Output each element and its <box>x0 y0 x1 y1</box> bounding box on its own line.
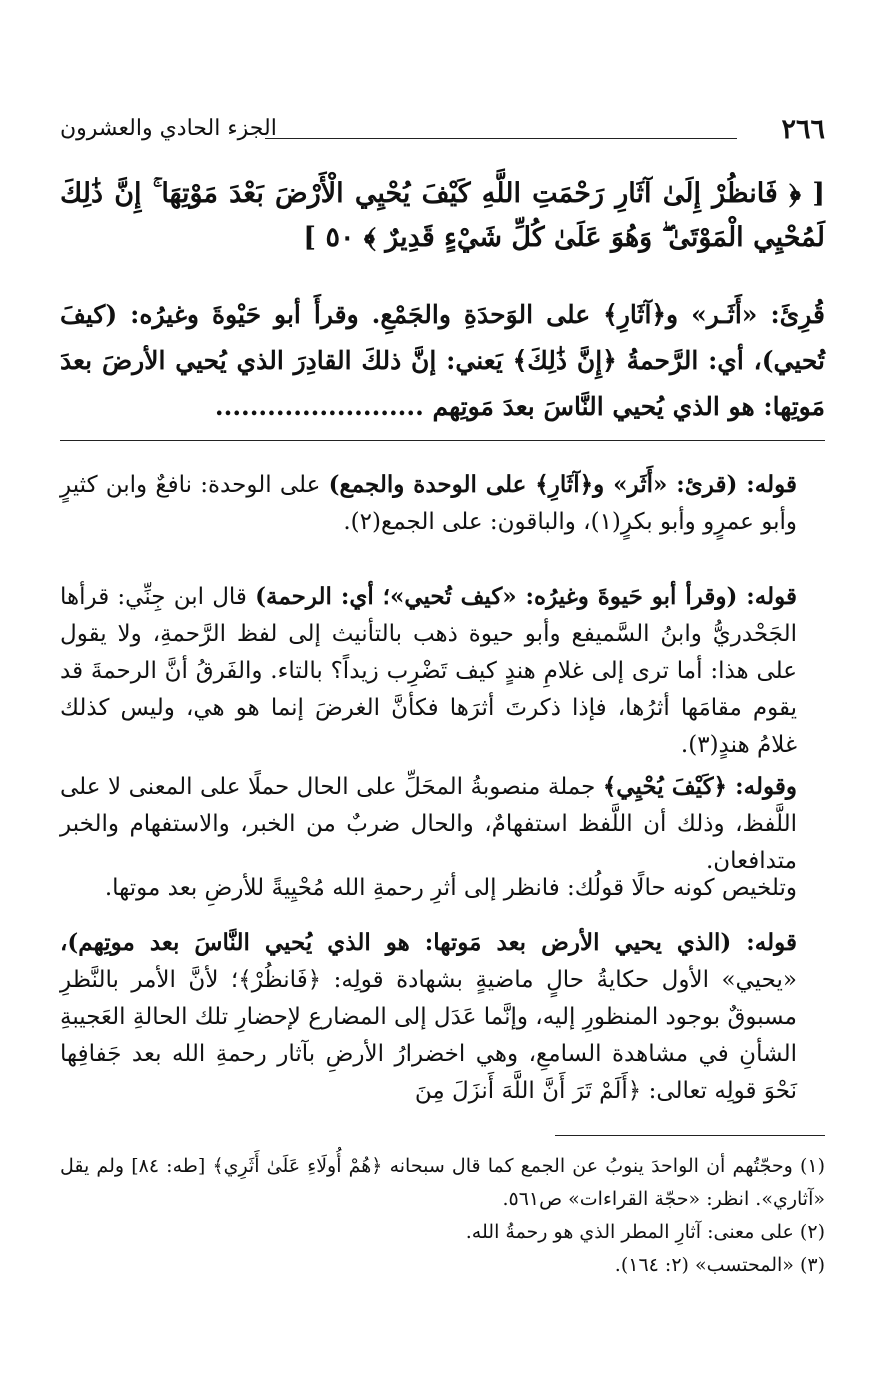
gloss-lead-3: وقوله: ﴿كَيْفَ يُحْيِي﴾ <box>602 773 797 800</box>
commentary-text: قُرِئَ: «أَثَـر» و﴿آثَارِ﴾ على الوَحدَةِ والجَمْعِ. وقرأَ أبو حَيْوةَ وغيرُه: (كيفَ تُحيي)، أي: الرَّحمةُ ﴿إِنَّ ذَٰلِكَ﴾ يَعني: إنَّ ذلكَ القادِرَ الذي يُحيي الأرضَ بعدَ مَوتِها: هو الذي يُحيي النَّاسَ بعدَ مَوتِهم ........................ <box>60 300 825 421</box>
main-divider <box>60 440 825 441</box>
running-title: الجزء الحادي والعشرون <box>60 116 277 141</box>
book-page <box>60 0 825 1400</box>
footnote-2: (٢) على معنى: آثارِ المطر الذي هو رحمةُ الله. <box>465 1221 825 1243</box>
gloss-lead-2: قوله: (وقرأ أبو حَيوةَ وغيرُه: «كيف تُحيي»؛ أي: الرحمة) <box>255 583 797 610</box>
page-header <box>60 112 825 152</box>
gloss-paragraph-4 <box>60 870 825 907</box>
gloss-paragraph-3 <box>60 768 825 880</box>
gloss-lead-1: قوله: (قرئ: «أَثَر» و﴿آثَارِ﴾ على الوحدة والجمع) <box>328 471 797 498</box>
gloss-text-2: قال ابن جِنِّي: قرأها الجَحْدريُّ وابنُ السَّميفع وأبو حيوة ذهب بالتأنيث إلى لفظ الرَّحمةِ، ولا يقول على هذا: أما ترى إلى غلامِ هندٍ كيف تَضْرِب زيداً؟ بالتاء. والفَرقُ أنَّ الرحمةَ قد يقوم مقامَها أثرُها، فإذا ذكرتَ أثرَها فكأنَّ الغرضَ إنما هو هي، وليس كذلك غلامُ هندٍ(٣). <box>60 584 797 758</box>
gloss-text-1: على الوحدة: نافعٌ وابن كثيرٍ وأبو عمرٍو وأبو بكرٍ(١)، والباقون: على الجمع(٢). <box>60 472 797 535</box>
footnote-3: (٣) «المحتسب» (٢: ١٦٤). <box>614 1254 825 1276</box>
footnote-1: (١) وحجّتُهم أن الواحدَ ينوبُ عن الجمع كما قال سبحانه ﴿هُمْ أُولَاءِ عَلَىٰ أَثَرِي﴾ [طه: ٨٤] ولم يقل «آثاري». انظر: «حجّة القراءات» ص٥٦١. <box>60 1155 826 1210</box>
gloss-paragraph-5 <box>60 924 825 1110</box>
gloss-paragraph-2 <box>60 578 825 764</box>
footnotes <box>60 1150 825 1282</box>
page-number: ٢٦٦ <box>781 114 825 145</box>
header-rule <box>265 138 737 139</box>
quran-verse: [ ﴿ فَانظُرْ إِلَىٰ آثَارِ رَحْمَتِ اللَّهِ كَيْفَ يُحْيِي الْأَرْضَ بَعْدَ مَوْتِهَا ۚ إِنَّ ذَٰلِكَ لَمُحْيِي الْمَوْتَىٰ ۖ وَهُوَ عَلَىٰ كُلِّ شَيْءٍ قَدِيرٌ ﴾ ٥٠ ] <box>60 178 825 253</box>
gloss-text-3: جملة منصوبةُ المحَلِّ على الحال حملًا على المعنى لا على اللَّفظ، وذلك أن اللَّفظ استفهامٌ، والحال ضربٌ من الخبر، والاستفهام والخبر متدافعان. <box>60 774 797 874</box>
gloss-text-5: «يحيي» الأول حكايةُ حالٍ ماضيةٍ بشهادة قولِه: ﴿فَانظُرْ﴾؛ لأنَّ الأمر بالنَّظرِ مسبوقٌ بوجود المنظورِ إليه، وإنَّما عَدَل إلى المضارع لإحضارِ تلك الحالةِ العَجيبةِ الشأنِ في مشاهدة السامعِ، وهي اخضرارُ الأرضِ بآثار رحمةِ الله بعد جَفافِها نَحْوَ قولِه تعالى: ﴿أَلَمْ تَرَ أَنَّ اللَّهَ أَنزَلَ مِنَ <box>60 967 797 1104</box>
gloss-paragraph-1 <box>60 466 825 541</box>
gloss-text-4: وتلخيص كونه حالًا قولُك: فانظر إلى أثرِ رحمةِ الله مُحْيِيةً للأرضِ بعد موتها. <box>104 875 797 901</box>
footnote-divider <box>555 1135 825 1136</box>
gloss-lead-5: قوله: (الذي يحيي الأرض بعد مَوتها: هو الذي يُحيي النَّاسَ بعد موتِهم)، <box>60 929 797 956</box>
